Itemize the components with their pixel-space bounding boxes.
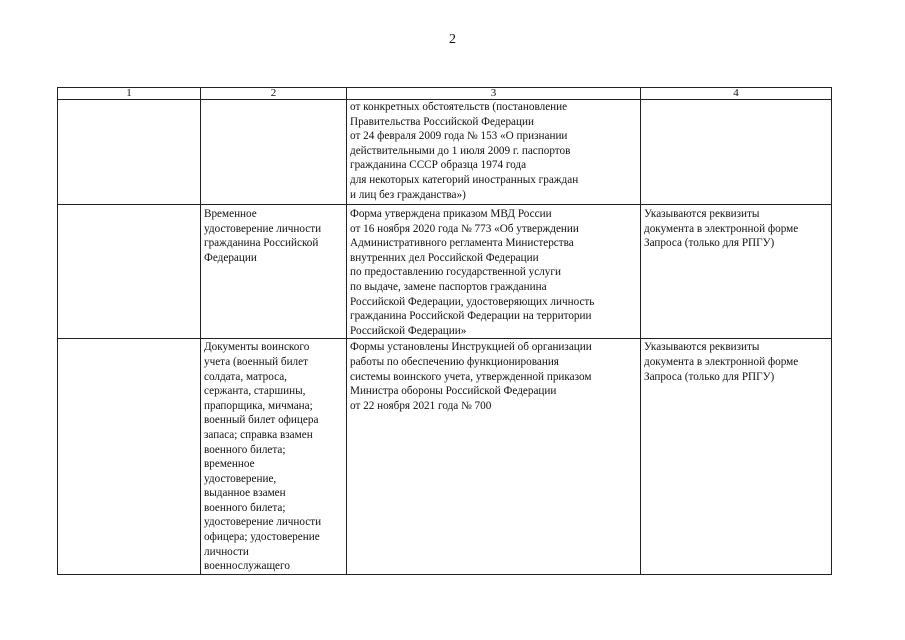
table-cell [58, 339, 201, 575]
table-row [58, 339, 832, 575]
table-cell: Документы воинского учета (военный билет солдата, матроса, сержанта, старшины, прапорщика, мичмана; военный билет офицера запаса; справка взамен военного билета; временное удостоверение, выданное взамен военного билета; удостоверение личности офицера; удостоверение личности военнослужащего [201, 339, 347, 575]
table-row [58, 205, 832, 339]
table-cell [201, 100, 347, 205]
header-cell-2: 2 [201, 88, 347, 100]
table-cell [58, 100, 201, 205]
table-cell [58, 205, 201, 339]
table-cell [641, 100, 832, 205]
table-cell: от конкретных обстоятельств (постановление Правительства Российской Федерации от 24 февраля 2009 года № 153 «О признании действительными до 1 июля 2009 г. паспортов гражданина СССР образца 1974 года для некоторых категорий иностранных граждан и лиц без гражданства») [347, 100, 641, 205]
table-header-row [58, 88, 832, 100]
table-cell: Указываются реквизиты документа в электронной форме Запроса (только для РПГУ) [641, 205, 832, 339]
header-cell-3: 3 [347, 88, 641, 100]
page-number: 2 [449, 32, 456, 47]
table-cell: Указываются реквизиты документа в электронной форме Запроса (только для РПГУ) [641, 339, 832, 575]
table-row [58, 100, 832, 205]
header-cell-1: 1 [58, 88, 201, 100]
header-cell-4: 4 [641, 88, 832, 100]
document-table [57, 87, 832, 575]
table-cell: Форма утверждена приказом МВД России от 16 ноября 2020 года № 773 «Об утверждении Административного регламента Министерства внутренних дел Российской Федерации по предоставлению государственной услуги по выдаче, замене паспортов гражданина Российской Федерации, удостоверяющих личность гражданина Российской Федерации на территории Российской Федерации» [347, 205, 641, 339]
table-cell: Временное удостоверение личности гражданина Российской Федерации [201, 205, 347, 339]
table-cell: Формы установлены Инструкцией об организации работы по обеспечению функционирования системы воинского учета, утвержденной приказом Министра обороны Российской Федерации от 22 ноября 2021 года № 700 [347, 339, 641, 575]
